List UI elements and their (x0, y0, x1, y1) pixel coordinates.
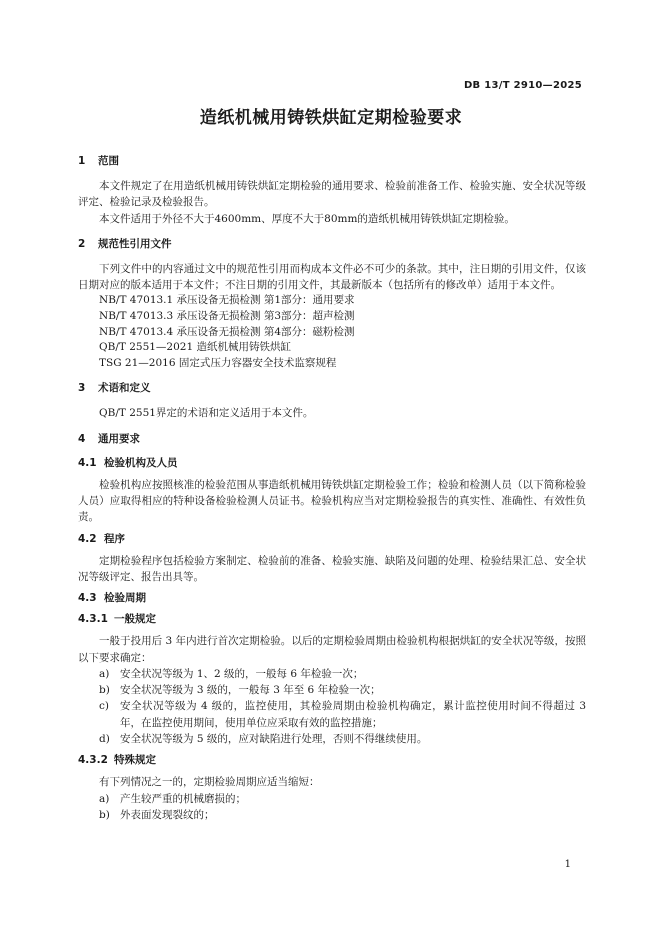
list-item (78, 698, 586, 731)
section-number: 1 (78, 155, 86, 167)
subsection-title: 特殊规定 (114, 754, 156, 767)
paragraph: 检验机构应按照核准的检验范围从事造纸机械用铸铁烘缸定期检验工作；检验和检测人员（以下简称检验人员）应取得相应的特种设备检验检测人员证书。检验机构应当对定期检验报告的真实性、准确性、有效性负责。 (78, 478, 586, 524)
document-id: DB 13/T 2910—2025 (463, 80, 582, 91)
section-2-heading (78, 237, 586, 252)
subsection-title: 程序 (104, 532, 125, 545)
section-1-heading (78, 154, 586, 169)
list-item (78, 682, 586, 698)
list-text: 安全状况等级为 5 级的，应对缺陷进行处理，否则不得继续使用。 (120, 733, 428, 746)
list-item (78, 791, 586, 807)
list-item (78, 666, 586, 682)
subsection-title: 检验机构及人员 (104, 456, 178, 469)
paragraph: 有下列情况之一的，定期检验周期应适当缩短： (99, 776, 320, 789)
paragraph: QB/T 2551界定的术语和定义适用于本文件。 (99, 407, 314, 420)
section-number: 4 (78, 432, 86, 445)
list-text: 外表面发现裂纹的； (120, 808, 215, 821)
subsection-4-3-2-heading (78, 753, 586, 768)
paragraph: 本文件规定了在用造纸机械用铸铁烘缸定期检验的通用要求、检验前准备工作、检验实施、安全状况等级评定、检验记录及检验报告。 (78, 180, 586, 209)
reference-item: NB/T 47013.1 承压设备无损检测 第1部分：通用要求 (99, 294, 355, 307)
section-number: 3 (78, 382, 86, 395)
list-text: 安全状况等级为 4 级的，监控使用，其检验周期由检验机构确定，累计监控使用时间不得超过 3 年，在监控使用期间，使用单位应采取有效的监控措施； (120, 700, 586, 729)
subsection-number: 4.3 (78, 592, 97, 605)
list-text: 安全状况等级为 1、2 级的，一般每 6 年检验一次； (120, 667, 364, 680)
section-title: 范围 (98, 155, 119, 167)
subsection-number: 4.3.1 (78, 613, 108, 626)
reference-item: TSG 21—2016 固定式压力容器安全技术监察规程 (99, 356, 337, 369)
list-text: 安全状况等级为 3 级的，一般每 3 年至 6 年检验一次； (120, 684, 381, 697)
list-item (78, 807, 586, 823)
subsection-number: 4.1 (78, 456, 97, 469)
paragraph: 下列文件中的内容通过文中的规范性引用而构成本文件必不可少的条款。其中，注日期的引用文件，仅该日期对应的版本适用于本文件；不注日期的引用文件，其最新版本（包括所有的修改单）适用于本文件。 (78, 262, 586, 292)
paragraph: 本文件适用于外径不大于4600mm、厚度不大于80mm的造纸机械用铸铁烘缸定期检验。 (99, 212, 515, 225)
paragraph: 定期检验程序包括检验方案制定、检验前的准备、检验实施、缺陷及问题的处理、检验结果汇总、安全状况等级评定、报告出具等。 (78, 554, 586, 583)
reference-item: NB/T 47013.3 承压设备无损检测 第3部分：超声检测 (99, 310, 355, 323)
section-3-heading (78, 381, 586, 396)
reference-item: NB/T 47013.4 承压设备无损检测 第4部分：磁粉检测 (99, 325, 355, 338)
section-number: 2 (78, 237, 86, 250)
subsection-4-3-1-heading (78, 612, 586, 627)
subsection-4-3-heading (78, 591, 586, 606)
subsection-4-1-heading (78, 456, 586, 471)
subsection-title: 一般规定 (114, 613, 156, 626)
subsection-4-2-heading (78, 532, 586, 547)
list-item (78, 731, 586, 747)
section-4-heading (78, 432, 586, 447)
list-marker: d) (99, 733, 110, 746)
subsection-number: 4.2 (78, 532, 97, 545)
list-marker: b) (99, 808, 110, 821)
subsection-title: 检验周期 (104, 592, 146, 605)
page-number: 1 (564, 859, 571, 870)
section-title: 规范性引用文件 (98, 237, 172, 250)
paragraph: 一般于投用后 3 年内进行首次定期检验。以后的定期检验周期由检验机构根据烘缸的安全状况等级，按照以下要求确定： (78, 635, 586, 664)
reference-item: QB/T 2551—2021 造纸机械用铸铁烘缸 (99, 341, 291, 354)
list-marker: b) (99, 684, 110, 697)
section-title: 通用要求 (98, 432, 140, 445)
list-marker: a) (99, 667, 110, 680)
list-text: 产生较严重的机械磨损的； (120, 792, 246, 805)
document-body (78, 154, 586, 823)
list-marker: c) (99, 700, 109, 713)
section-title: 术语和定义 (98, 382, 151, 395)
subsection-number: 4.3.2 (78, 754, 108, 767)
document-title: 造纸机械用铸铁烘缸定期检验要求 (199, 108, 463, 128)
list-marker: a) (99, 792, 110, 805)
